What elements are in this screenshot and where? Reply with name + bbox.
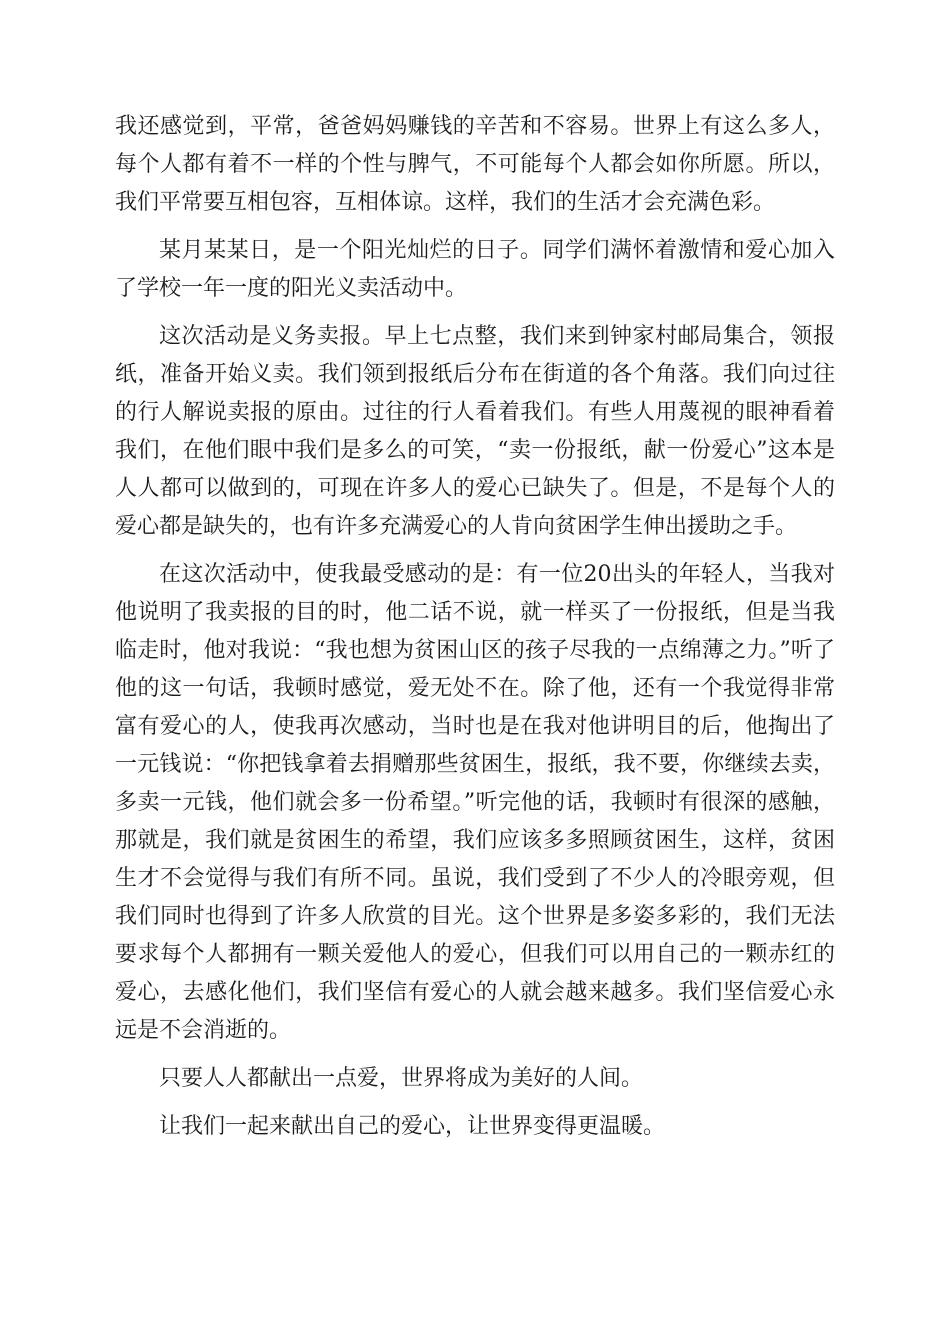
document-body (115, 108, 835, 1156)
paragraph-6: 让我们一起来献出自己的爱心，让世界变得更温暖。 (159, 1114, 666, 1139)
paragraph-4: 在这次活动中，使我最受感动的是：有一位20出头的年轻人，当我对他说明了我卖报的目的时，他二话不说，就一样买了一份报纸，但是当我临走时，他对我说：“我也想为贫困山区的孩子尽我的一点绵薄之力。”听了他的这一句话，我顿时感觉，爱无处不在。除了他，还有一个我觉得非常富有爱心的人，使我再次感动，当时也是在我对他讲明目的后，他掏出了一元钱说：“你把钱拿着去捐赠那些贫困生，报纸，我不要，你继续去卖，多卖一元钱，他们就会多一份希望。”听完他的话，我顿时有很深的感触，那就是，我们就是贫困生的希望，我们应该多多照顾贫困生，这样，贫困生才不会觉得与我们有所不同。虽说，我们受到了不少人的冷眼旁观，但我们同时也得到了许多人欣赏的目光。这个世界是多姿多彩的，我们无法要求每个人都拥有一颗关爱他人的爱心，但我们可以用自己的一颗赤红的爱心，去感化他们，我们坚信有爱心的人就会越来越多。我们坚信爱心永远是不会消逝的。 (115, 562, 835, 1043)
paragraph-5: 只要人人都献出一点爱，世界将成为美好的人间。 (159, 1066, 644, 1091)
paragraph-3: 这次活动是义务卖报。早上七点整，我们来到钟家村邮局集合，领报纸，准备开始义卖。我们领到报纸后分布在街道的各个角落。我们向过往的行人解说卖报的原由。过往的行人看着我们。有些人用蔑视的眼神看着我们，在他们眼中我们是多么的可笑，“卖一份报纸，献一份爱心”这本是人人都可以做到的，可现在许多人的爱心已缺失了。但是，不是每个人的爱心都是缺失的，也有许多充满爱心的人肯向贫困学生伸出援助之手。 (115, 324, 835, 539)
paragraph-1: 我还感觉到，平常，爸爸妈妈赚钱的辛苦和不容易。世界上有这么多人，每个人都有着不一样的个性与脾气，不可能每个人都会如你所愿。所以，我们平常要互相包容，互相体谅。这样，我们的生活才会充满色彩。 (115, 114, 835, 215)
paragraph-2: 某月某某日，是一个阳光灿烂的日子。同学们满怀着激情和爱心加入了学校一年一度的阳光义卖活动中。 (115, 238, 835, 301)
